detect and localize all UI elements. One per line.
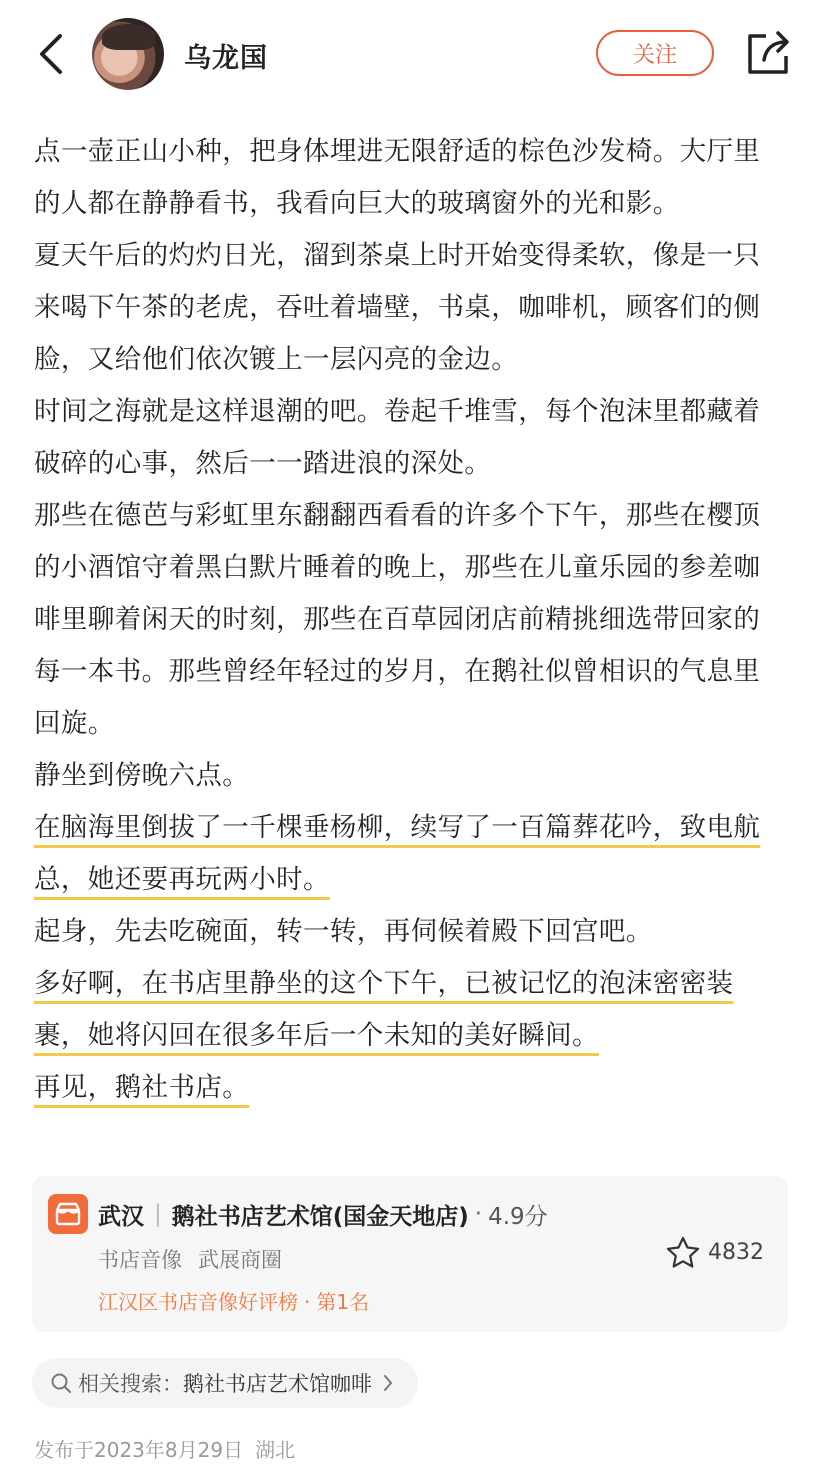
- paragraph: [34, 906, 784, 958]
- related-search-chip[interactable]: [32, 1358, 418, 1408]
- follow-button[interactable]: 关注: [596, 30, 714, 76]
- favorite-button[interactable]: [666, 1236, 764, 1268]
- article-body: [34, 126, 784, 1114]
- back-button[interactable]: [30, 30, 74, 78]
- poi-tags: [98, 1244, 282, 1274]
- paragraph-text: 静坐到傍晚六点。: [34, 760, 250, 791]
- paragraph-text: 夏天午后的灼灼日光，溜到茶桌上时开始变得柔软，像是一只来喝下午茶的老虎，吞吐着墙壁，书桌，咖啡机，顾客们的侧脸，又给他们依次镀上一层闪亮的金边。: [34, 240, 761, 375]
- poi-rank[interactable]: [98, 1286, 369, 1315]
- poi-rating: 4.9分: [488, 1203, 548, 1230]
- paragraph-highlighted: [34, 1062, 784, 1114]
- paragraph-text: 点一壶正山小种，把身体埋进无限舒适的棕色沙发椅。大厅里的人都在静静看书，我看向巨大的玻璃窗外的光和影。: [34, 136, 761, 219]
- paragraph: [34, 126, 784, 230]
- rank-list-name: 江汉区书店音像好评榜: [98, 1290, 298, 1314]
- star-icon: [666, 1236, 700, 1268]
- paragraph-highlighted: [34, 958, 784, 1062]
- paragraph: [34, 750, 784, 802]
- related-search-query: 鹅社书店艺术馆咖啡: [183, 1372, 372, 1396]
- paragraph-text: 时间之海就是这样退潮的吧。卷起千堆雪，每个泡沫里都藏着破碎的心事，然后一一踏进浪的深处。: [34, 396, 761, 479]
- favorite-count: 4832: [708, 1239, 764, 1265]
- publish-info: [34, 1434, 295, 1463]
- highlighted-text: 再见，鹅社书店。: [34, 1072, 250, 1103]
- rank-position: 第1名: [316, 1290, 370, 1314]
- publish-location: 湖北: [255, 1438, 296, 1462]
- publish-date: 发布于2023年8月29日: [34, 1438, 244, 1462]
- highlighted-text: 在脑海里倒拔了一千棵垂杨柳，续写了一百篇葬花吟，致电航总，她还要再玩两小时。: [34, 812, 761, 895]
- paragraph: [34, 386, 784, 490]
- paragraph-text: 那些在德芭与彩虹里东翻翻西看看的许多个下午，那些在樱顶的小酒馆守着黑白默片睡着的晚上，那些在儿童乐园的参差咖啡里聊着闲天的时刻，那些在百草园闭店前精挑细选带回家的每一本书。那些曾经年轻过的岁月，在鹅社似曾相识的气息里回旋。: [34, 500, 761, 739]
- paragraph: [34, 230, 784, 386]
- store-icon: [48, 1194, 88, 1234]
- highlighted-text: 多好啊，在书店里静坐的这个下午，已被记忆的泡沫密密装裹，她将闪回在很多年后一个未知的美好瞬间。: [34, 968, 734, 1051]
- author-name[interactable]: 乌龙国: [184, 43, 268, 74]
- poi-card[interactable]: [32, 1176, 788, 1332]
- share-icon: [744, 28, 792, 78]
- avatar[interactable]: [92, 18, 164, 90]
- divider: |: [154, 1201, 162, 1227]
- chevron-left-icon: [30, 30, 74, 78]
- chevron-right-icon: [382, 1373, 394, 1393]
- poi-tag: 武展商圈: [198, 1248, 282, 1272]
- share-button[interactable]: [744, 28, 792, 78]
- related-search-prefix: 相关搜索：: [78, 1372, 183, 1396]
- poi-tag: 书店音像: [98, 1248, 182, 1272]
- poi-title: [98, 1194, 548, 1234]
- dot-separator: ·: [474, 1201, 483, 1227]
- paragraph-highlighted: [34, 802, 784, 906]
- poi-name: 鹅社书店艺术馆(国金天地店): [171, 1203, 469, 1230]
- search-icon: [50, 1372, 72, 1394]
- paragraph-text: 起身，先去吃碗面，转一转，再伺候着殿下回宫吧。: [34, 916, 653, 947]
- dot-separator: ·: [304, 1290, 311, 1314]
- paragraph: [34, 490, 784, 750]
- top-bar: [0, 0, 815, 110]
- poi-city: 武汉: [98, 1203, 144, 1230]
